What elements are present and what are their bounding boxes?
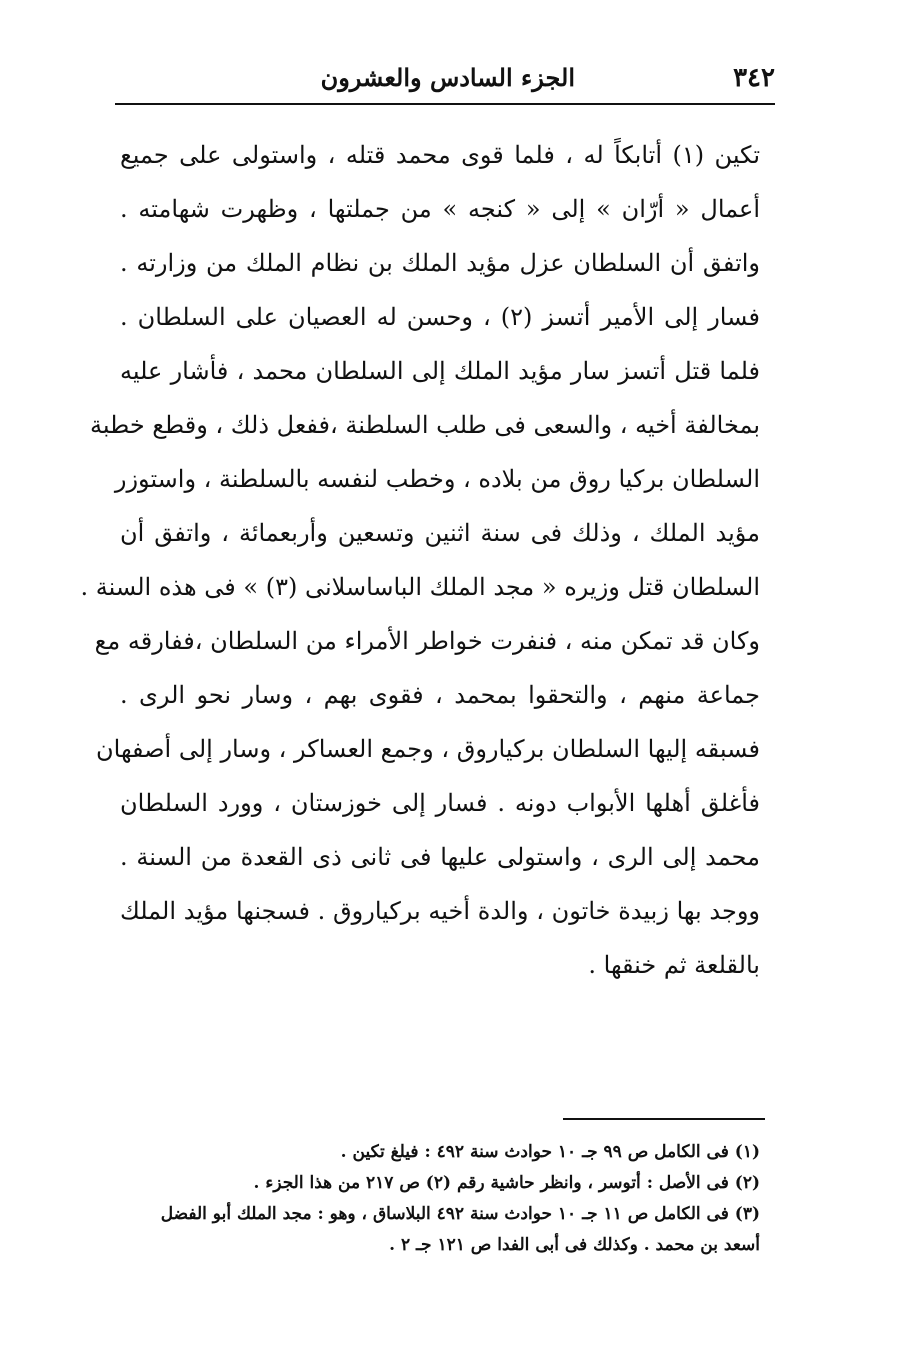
text-line: فسبقه إليها السلطان بركياروق ، وجمع العساكر ، وسار إلى أصفهان bbox=[96, 735, 760, 763]
header-rule bbox=[115, 103, 775, 105]
text-line: بمخالفة أخيه ، والسعى فى طلب السلطنة ،ففعل ذلك ، وقطع خطبة bbox=[90, 411, 760, 439]
text-line: ووجد بها زبيدة خاتون ، والدة أخيه بركياروق . فسجنها مؤيد الملك bbox=[120, 897, 760, 925]
page-header bbox=[115, 58, 775, 98]
footnote-3-continuation: أسعد بن محمد . وكذلك فى أبى الفدا ص ١٢١ جـ ٢ . bbox=[389, 1235, 760, 1255]
text-line: السلطان قتل وزيره « مجد الملك الباساسلانى (٣) » فى هذه السنة . bbox=[80, 573, 760, 601]
footnote-2: (٢) فى الأصل : أتوسر ، وانظر حاشية رقم (٢) ص ٢١٧ من هذا الجزء . bbox=[253, 1173, 760, 1193]
footnote-1: (١) فى الكامل ص ٩٩ جـ ١٠ حوادث سنة ٤٩٢ : فيلغ تكين . bbox=[340, 1142, 760, 1162]
page-number: ٣٤٢ bbox=[733, 63, 775, 93]
text-line: فلما قتل أتسز سار مؤيد الملك إلى السلطان محمد ، فأشار عليه bbox=[120, 357, 760, 385]
footnote-rule bbox=[563, 1118, 765, 1120]
text-line: جماعة منهم ، والتحقوا بمحمد ، فقوى بهم ، وسار نحو الرى . bbox=[120, 681, 760, 709]
text-line: واتفق أن السلطان عزل مؤيد الملك بن نظام الملك من وزارته . bbox=[120, 249, 760, 277]
text-line: محمد إلى الرى ، واستولى عليها فى ثانى ذى القعدة من السنة . bbox=[120, 843, 760, 871]
footnote-3: (٣) فى الكامل ص ١١ جـ ١٠ حوادث سنة ٤٩٢ البلاساق ، وهو : مجد الملك أبو الفضل bbox=[160, 1204, 760, 1224]
footnotes bbox=[118, 1137, 760, 1261]
text-line: وكان قد تمكن منه ، فنفرت خواطر الأمراء من السلطان ،ففارقه مع bbox=[94, 627, 760, 655]
text-line-last: بالقلعة ثم خنقها . bbox=[588, 951, 760, 979]
main-text bbox=[80, 128, 760, 992]
text-line: مؤيد الملك ، وذلك فى سنة اثنين وتسعين وأربعمائة ، واتفق أن bbox=[120, 519, 760, 547]
text-line: السلطان بركيا روق من بلاده ، وخطب لنفسه بالسلطنة ، واستوزر bbox=[114, 465, 760, 493]
text-line: فأغلق أهلها الأبواب دونه . فسار إلى خوزستان ، وورد السلطان bbox=[120, 789, 760, 817]
text-line: فسار إلى الأمير أتسز (٢) ، وحسن له العصيان على السلطان . bbox=[120, 303, 760, 331]
running-title: الجزء السادس والعشرون bbox=[320, 63, 575, 92]
text-line: أعمال « أرّان » إلى « كنجه » من جملتها ، وظهرت شهامته . bbox=[120, 195, 760, 223]
text-line: تكين (١) أتابكاً له ، فلما قوى محمد قتله ، واستولى على جميع bbox=[120, 141, 760, 169]
